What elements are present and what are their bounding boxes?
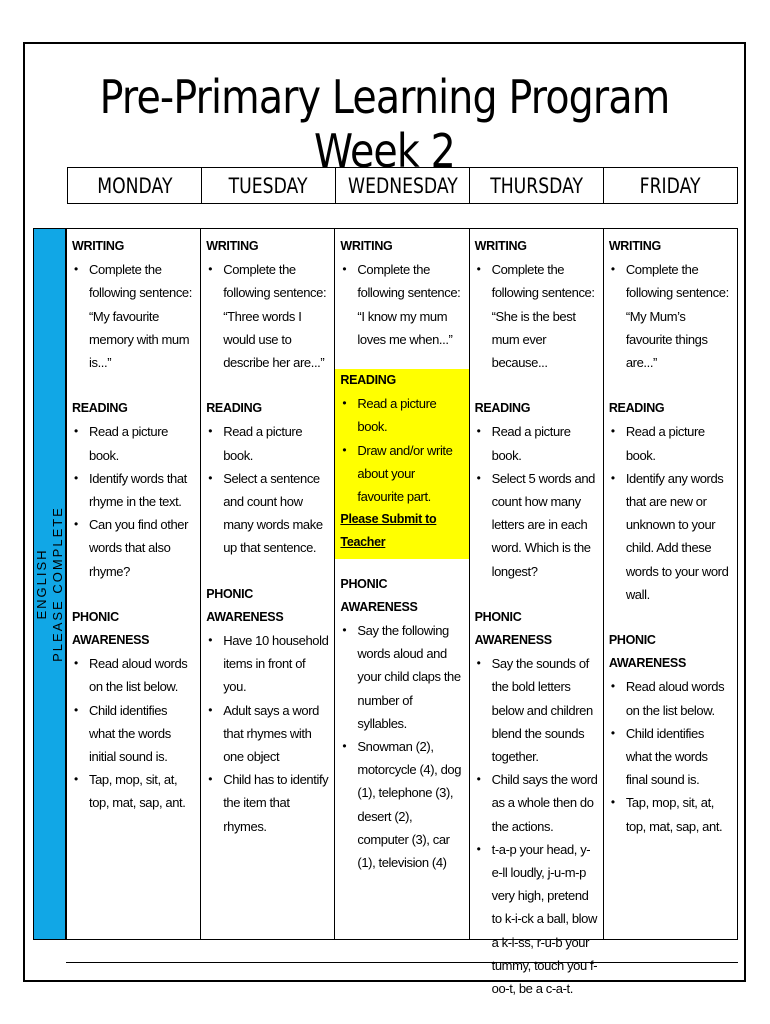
list-item: • Read aloud words on the list below.	[609, 675, 732, 721]
list-item: • Read aloud words on the list below.	[72, 652, 195, 698]
list-item: • Snowman (2), motorcycle (4), dog (1), telephone (3), desert (2), computer (3), car (1), television (4)	[340, 735, 463, 874]
list-item: • Select a sentence and count how many words make up that sentence.	[206, 467, 329, 560]
tuesday-column	[201, 229, 335, 939]
writing-heading: WRITING	[608, 239, 661, 253]
list-item: • Complete the following sentence: “She is the best mum ever because...	[475, 258, 598, 374]
monday-column	[67, 229, 201, 939]
day-header-thursday: THURSDAY	[470, 168, 604, 203]
list-item: • Complete the following sentence: “My Mum’s favourite things are...”	[609, 258, 732, 374]
submit-to-teacher-note: Please Submit to Teacher	[340, 512, 437, 550]
reading-list	[206, 420, 329, 559]
list-item: • Can you find other words that also rhyme?	[72, 513, 195, 583]
list-item: • Identify words that rhyme in the text.	[72, 467, 195, 513]
thursday-column	[470, 229, 604, 997]
day-header-friday: FRIDAY	[640, 173, 702, 198]
phonic-list	[609, 675, 732, 837]
list-item: • Have 10 household items in front of you.	[206, 629, 329, 699]
phonic-list	[340, 619, 463, 874]
list-item: • Child says the word as a whole then do the actions.	[475, 768, 598, 838]
phonic-heading: PHONIC AWARENESS	[72, 609, 150, 648]
bottom-divider	[66, 962, 738, 963]
list-item: • Read a picture book.	[609, 420, 732, 466]
list-item: • Say the following words aloud and your child claps the number of syllables.	[340, 619, 463, 735]
word-list: • Tap, mop, sit, at, top, mat, sap, ant.	[609, 791, 732, 837]
phonic-heading: PHONIC AWARENESS	[474, 609, 552, 648]
subject-label	[34, 434, 66, 734]
phonic-heading: PHONIC AWARENESS	[608, 633, 686, 671]
word-list: • Tap, mop, sit, at, top, mat, sap, ant.	[72, 768, 195, 814]
reading-list	[475, 420, 598, 582]
reading-list	[340, 392, 463, 508]
writing-heading: WRITING	[206, 239, 259, 253]
list-item: • Child identifies what the words final sound is.	[609, 722, 732, 792]
phonic-heading: PHONIC AWARENESS	[340, 576, 418, 614]
day-header-tuesday: TUESDAY	[202, 168, 336, 203]
subject-label-english: ENGLISH	[33, 548, 49, 620]
list-item: • Child identifies what the words initial sound is.	[72, 699, 195, 769]
list-item: • Select 5 words and count how many letters are in each word. Which is the longest?	[475, 467, 598, 583]
day-header-row	[67, 167, 738, 204]
list-item: • Say the sounds of the bold letters below and children blend the sounds together.	[475, 652, 598, 768]
reading-list	[72, 420, 195, 582]
friday-column	[604, 229, 737, 939]
reading-list	[609, 420, 732, 606]
list-item: • Complete the following sentence: “My favourite memory with mum is...”	[72, 258, 195, 374]
subject-sidebar	[33, 228, 66, 940]
day-header-monday: MONDAY	[68, 168, 202, 203]
reading-heading: READING	[72, 401, 128, 416]
reading-heading: READING	[206, 401, 262, 416]
writing-heading: WRITING	[340, 239, 393, 253]
writing-heading: WRITING	[72, 239, 125, 253]
writing-heading: WRITING	[474, 239, 527, 253]
page-title: Pre-Primary Learning Program Week 2	[99, 70, 670, 178]
action-list: • t-a-p your head, y-e-ll loudly, j-u-m-p very high, pretend to k-i-ck a ball, blow a k-i-ss, r-u-b your tummy, touch you f-oo-t, be a c-a-t.	[475, 838, 598, 1000]
list-item: • Identify any words that are new or unknown to your child. Add these words to your word wall.	[609, 467, 732, 606]
phonic-list	[72, 652, 195, 814]
list-item: • Complete the following sentence: “Three words I would use to describe her are...”	[206, 258, 329, 374]
writing-list	[206, 258, 329, 374]
phonic-list	[206, 629, 329, 838]
list-item: • Read a picture book.	[340, 392, 463, 438]
list-item: • Draw and/or write about your favourite part.	[340, 439, 463, 509]
subject-label-complete: PLEASE COMPLETE	[49, 506, 65, 662]
writing-list	[72, 258, 195, 374]
list-item: • Read a picture book.	[206, 420, 329, 466]
list-item: • Complete the following sentence: “I know my mum loves me when...”	[340, 258, 463, 351]
reading-heading: READING	[474, 401, 531, 416]
list-item: • Read a picture book.	[475, 420, 598, 466]
activity-grid	[66, 228, 738, 997]
writing-list	[609, 258, 732, 374]
reading-highlight-block	[335, 369, 468, 559]
phonic-heading: PHONIC AWARENESS	[206, 586, 284, 624]
list-item: • Read a picture book.	[72, 420, 195, 466]
writing-list	[475, 258, 598, 374]
reading-heading: READING	[608, 401, 665, 416]
writing-list	[340, 258, 463, 351]
list-item: • Adult says a word that rhymes with one object	[206, 699, 329, 769]
list-item: • Child has to identify the item that rhymes.	[206, 768, 329, 838]
day-header-wednesday: WEDNESDAY	[336, 168, 471, 203]
phonic-list	[475, 652, 598, 1000]
wednesday-column	[335, 229, 469, 939]
reading-heading: READING	[340, 373, 396, 388]
